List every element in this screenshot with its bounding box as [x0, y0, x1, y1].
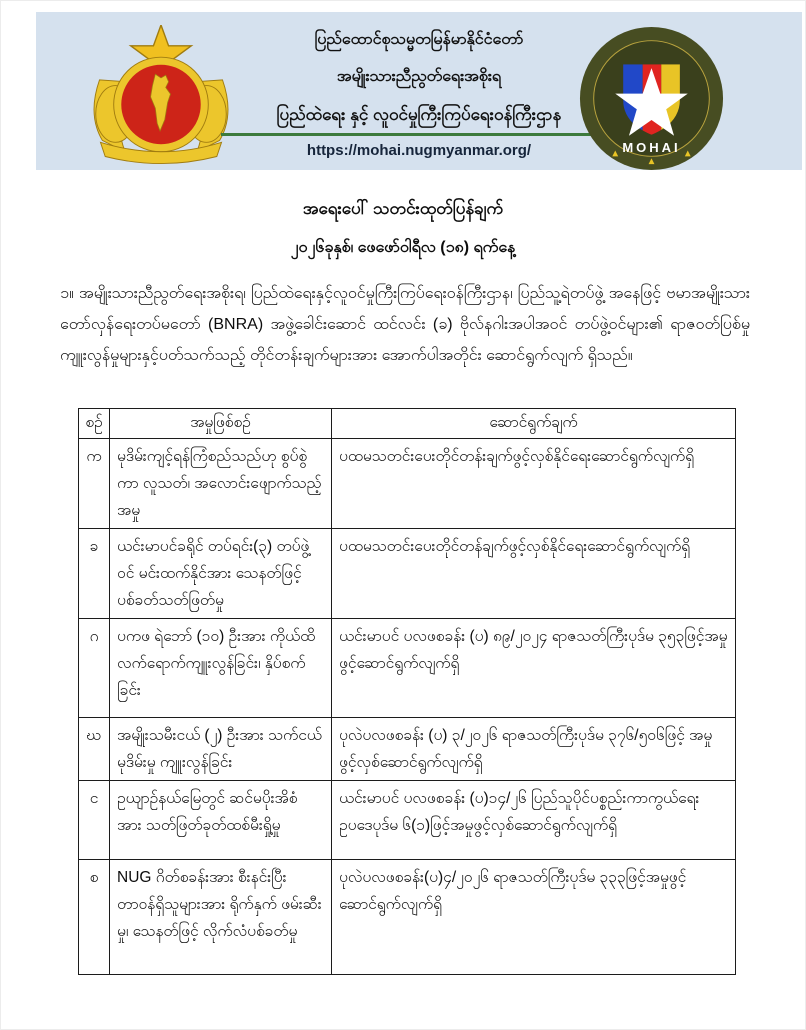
cell-action: ပထမသတင်းပေးတိုင်တန်ချက်ဖွင့်လှစ်နိုင်ရေးဆောင်ရွက်လျက်ရှိ — [332, 529, 736, 619]
mohai-logo-label: MOHAI — [622, 140, 681, 155]
document-title: အရေးပေါ် သတင်းထုတ်ပြန်ချက် — [302, 199, 504, 218]
table-row — [79, 718, 736, 781]
cell-serial: ဂ — [79, 619, 110, 718]
cell-case: မုဒိမ်းကျင့်ရန်ကြံစည်သည်ဟု စွပ်စွဲကာ လူသတ်၊ အလောင်းဖျောက်သည့်အမှု — [110, 439, 332, 529]
website-url: https://mohai.nugmyanmar.org/ — [306, 142, 532, 159]
cell-action: ယင်းမာပင် ပလဖစခန်း (ပ)၁၄/၂၆ ပြည်သူပိုင်ပစ္စည်းကာကွယ်ရေးဥပဒေပုဒ်မ ၆(၁)ဖြင့်အမှုဖွင့်လှစ်ဆောင်ရွက်လျက်ရှိ — [332, 781, 736, 860]
intro-paragraph: ၁။ အမျိုးသားညီညွတ်ရေးအစိုးရ၊ ပြည်ထဲရေးနှင့်လူဝင်မှုကြီးကြပ်ရေးဝန်ကြီးဌာန၊ ပြည်သူ့ရဲတပ်ဖွဲ့ အနေဖြင့် ဗမာအမျိုးသားတော်လှန်ရေးတပ်မတော် (BNRA) အဖွဲ့ခေါင်းဆောင် ထင်လင်း (ခ) ဗိုလ်နဂါးအပါအဝင် တပ်ဖွဲ့ဝင်များ၏ ရာဇဝတ်ပြစ်မှုကျူးလွန်မှုများနှင့်ပတ်သက်သည့် တိုင်တန်းချက်များအား အောက်ပါအတိုင်း ဆောင်ရွက်လျက် ရှိသည်။ — [60, 285, 750, 364]
cell-action: ပုလဲပလဖစခန်း (ပ) ၃/၂၀၂၆ ရာဇသတ်ကြီးပုဒ်မ ၃၇၆/၅၀၆ဖြင့် အမှုဖွင့်လှစ်ဆောင်ရွက်လျက်ရှိ — [332, 718, 736, 781]
cell-serial: က — [79, 439, 110, 529]
table-row — [79, 860, 736, 975]
ministry-name: ပြည်ထဲရေး နှင့် လူဝင်မှုကြီးကြပ်ရေးဝန်ကြီးဌာန — [276, 105, 562, 124]
table-row — [79, 529, 736, 619]
table-row — [79, 439, 736, 529]
country-name: ပြည်ထောင်စုသမ္မတမြန်မာနိုင်ငံတော် — [314, 31, 524, 48]
case-table — [78, 408, 736, 975]
cell-action: ယင်းမာပင် ပလဖစခန်း (ပ) ၈၉/၂၀၂၄ ရာဇသတ်ကြီးပုဒ်မ ၃၅၃ဖြင့်အမှုဖွင့်ဆောင်ရွက်လျက်ရှိ — [332, 619, 736, 718]
cell-action: ပထမသတင်းပေးတိုင်တန်းချက်ဖွင့်လှစ်နိုင်ရေးဆောင်ရွက်လျက်ရှိ — [332, 439, 736, 529]
cell-serial: ဃ — [79, 718, 110, 781]
header-band — [36, 12, 802, 170]
document-date: ၂၀၂၆ခုနှစ်၊ ဖေဖော်ဝါရီလ (၁၈) ရက်နေ့ — [290, 239, 516, 256]
table-row — [79, 619, 736, 718]
col-header-action: ဆောင်ရွက်ချက် — [332, 409, 736, 439]
cell-serial: င — [79, 781, 110, 860]
cell-case: NUG ဂိတ်စခန်းအား စီးနင်းပြီး တာဝန်ရှိသူများအား ရိုက်နှက် ဖမ်းဆီးမှု၊ သေနတ်ဖြင့် လိုက်လံပစ်ခတ်မှု — [110, 860, 332, 975]
cell-serial: ခ — [79, 529, 110, 619]
state-seal-icon — [85, 25, 237, 165]
cell-case: ဥယျာဉ်နယ်မြေတွင် ဆင်မပိုးအိစံ အား သတ်ဖြတ်ခုတ်ထစ်မီးရှို့မှု — [110, 781, 332, 860]
header-text-block — [221, 32, 617, 160]
col-header-serial: စဉ် — [79, 409, 110, 439]
table-header-row — [79, 409, 736, 439]
cell-case: ပကဖ ရဲဘော် (၁၀) ဦးအား ကိုယ်ထိလက်ရောက်ကျူးလွန်ခြင်း၊ နှိပ်စက်ခြင်း — [110, 619, 332, 718]
cell-case: အမျိုးသမီးငယ် (၂) ဦးအား သက်ငယ်မုဒိမ်းမှု ကျူးလွန်ခြင်း — [110, 718, 332, 781]
cell-action: ပုလဲပလဖစခန်း(ပ)၄/၂၀၂၆ ရာဇသတ်ကြီးပုဒ်မ ၃၃၃ဖြင့်အမှုဖွင့်ဆောင်ရွက်လျက်ရှိ — [332, 860, 736, 975]
government-name: အမျိုးသားညီညွတ်ရေးအစိုးရ — [336, 68, 502, 85]
cell-serial: စ — [79, 860, 110, 975]
cell-case: ယင်းမာပင်ခရိုင် တပ်ရင်း(၃) တပ်ဖွဲ့ဝင် မင်းထက်နိုင်အား သေနတ်ဖြင့် ပစ်ခတ်သတ်ဖြတ်မှု — [110, 529, 332, 619]
col-header-case: အမှုဖြစ်စဉ် — [110, 409, 332, 439]
table-row — [79, 781, 736, 860]
